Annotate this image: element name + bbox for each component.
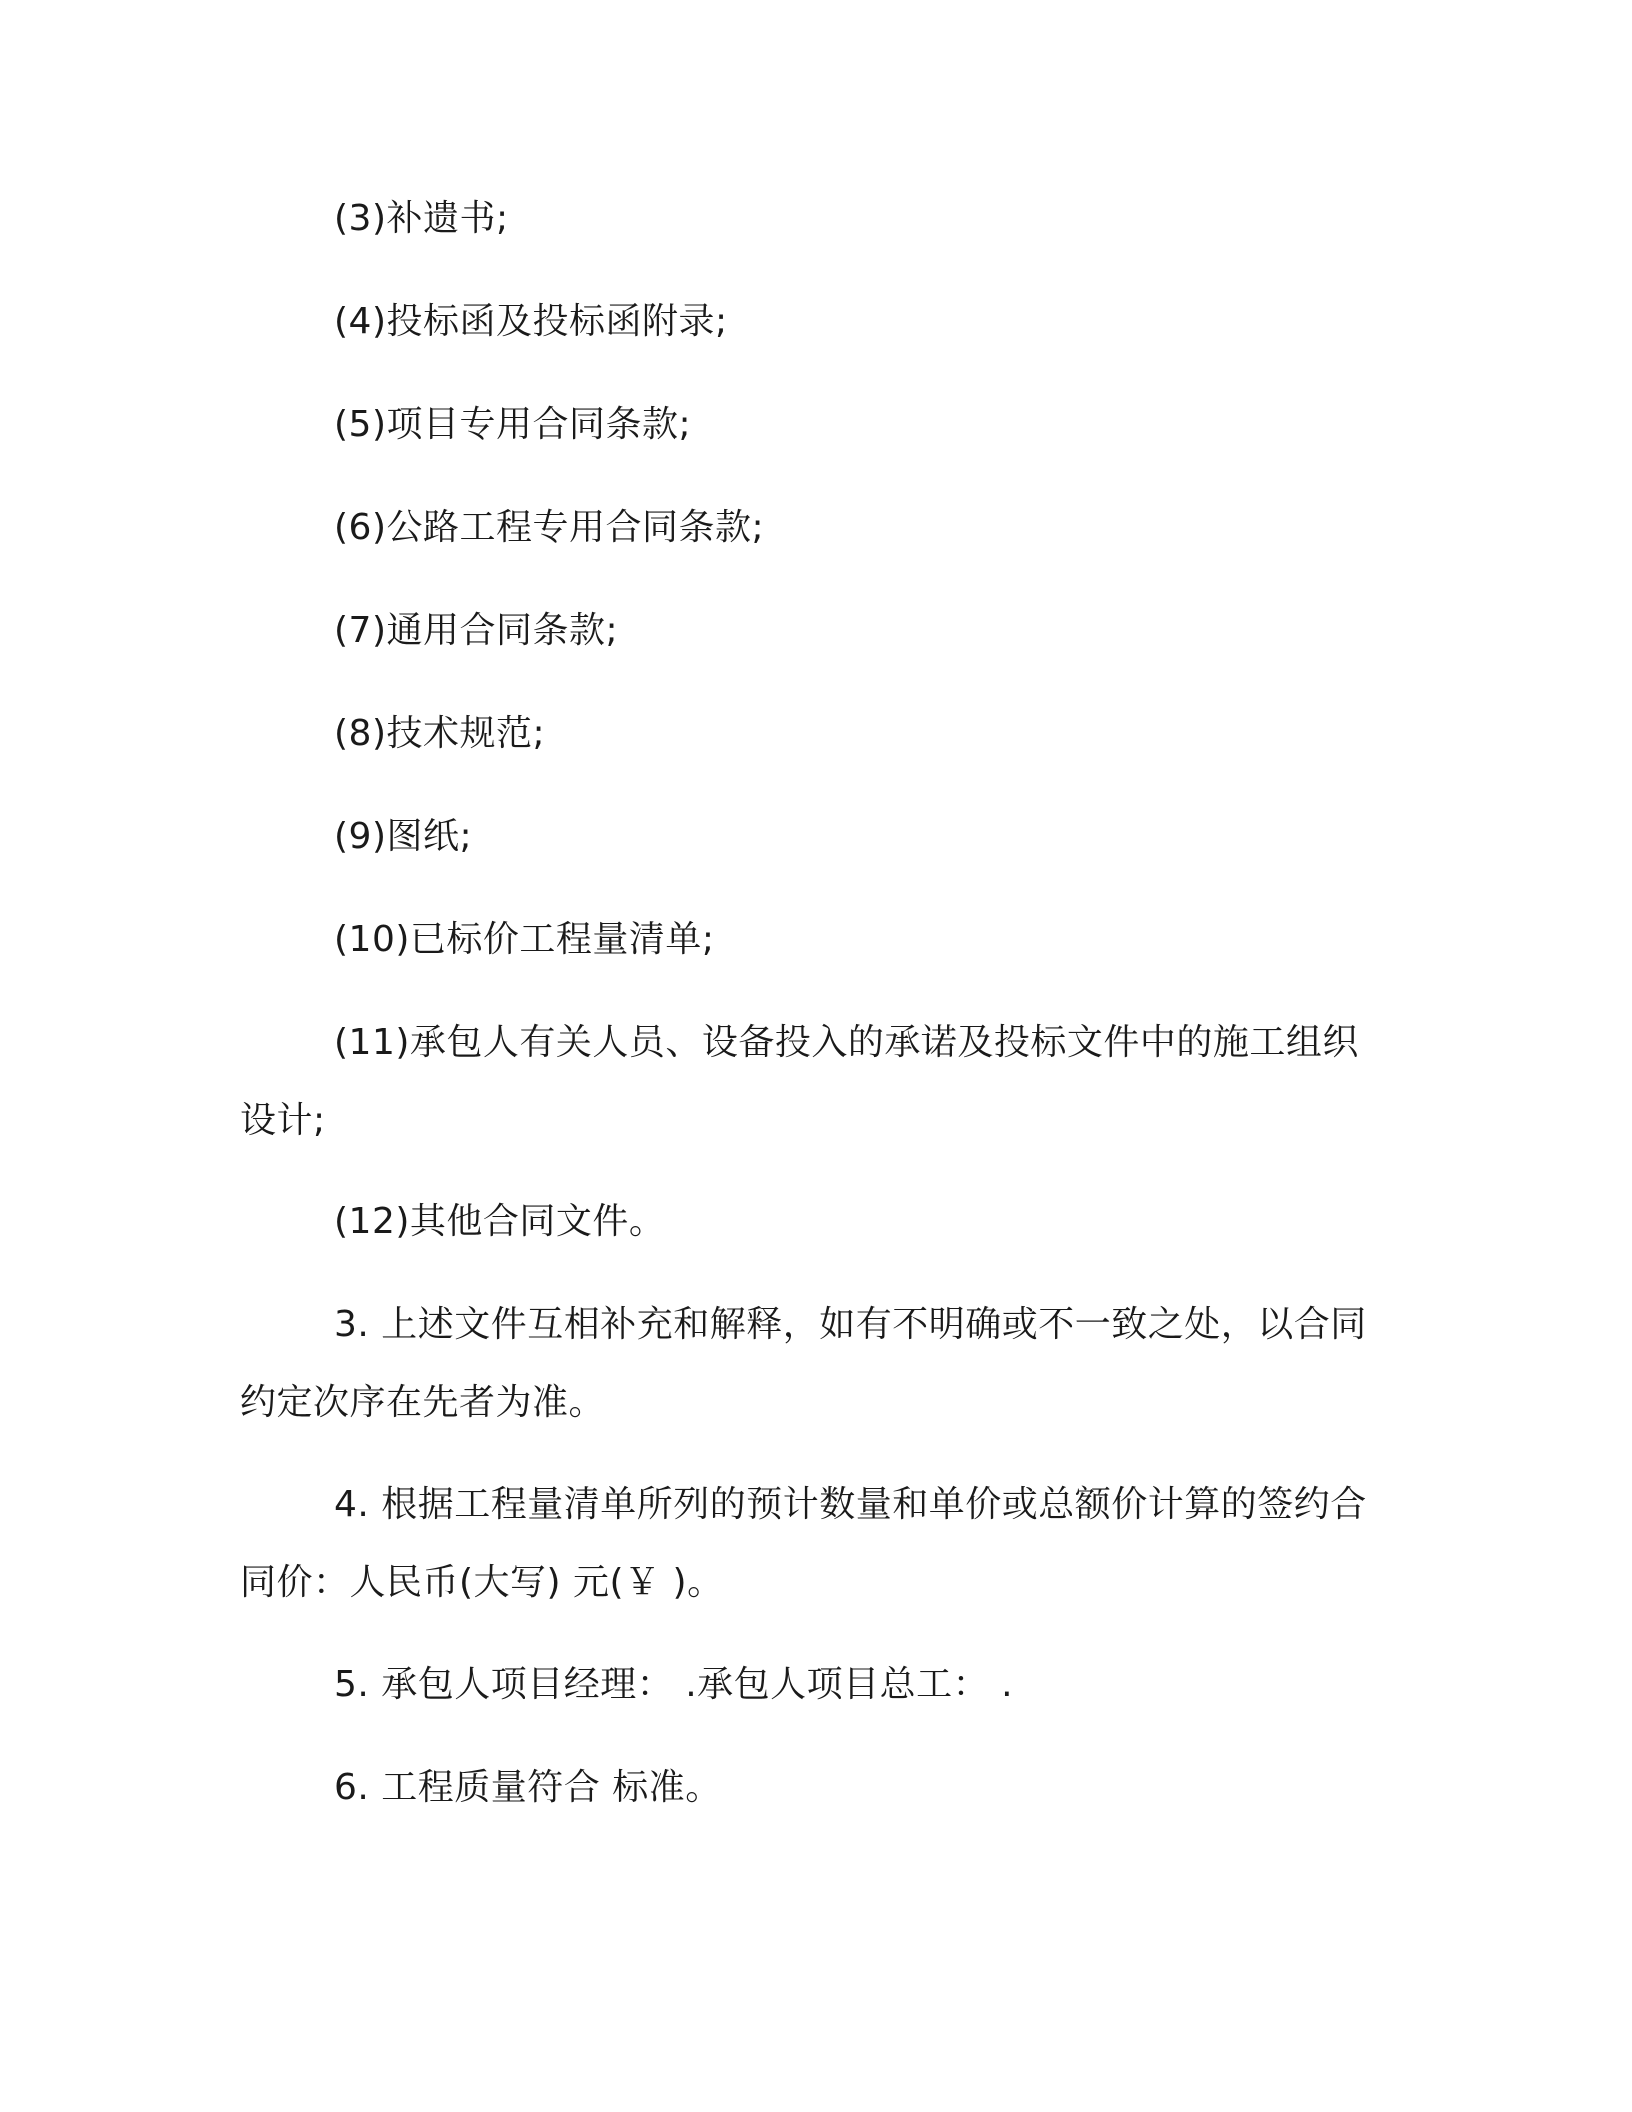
list-item-8: (8)技术规范;: [334, 713, 546, 754]
clause-4: 4. 根据工程量清单所列的预计数量和单价或总额价计算的签约合同价：人民币(大写) 元(￥ )。: [240, 1484, 1367, 1603]
list-item-10: (10)已标价工程量清单;: [334, 919, 715, 960]
list-item-12: (12)其他合同文件。: [334, 1201, 666, 1242]
list-item-7: (7)通用合同条款;: [334, 610, 619, 651]
list-item-3: (3)补遗书;: [334, 198, 509, 239]
clause-6: 6. 工程质量符合 标准。: [334, 1767, 722, 1808]
list-item-9: (9)图纸;: [334, 816, 473, 857]
list-item-4: (4)投标函及投标函附录;: [334, 301, 728, 342]
clause-3: 3. 上述文件互相补充和解释，如有不明确或不一致之处，以合同约定次序在先者为准。: [240, 1304, 1367, 1423]
list-item-6: (6)公路工程专用合同条款;: [334, 507, 765, 548]
clause-5: 5. 承包人项目经理： .承包人项目总工： .: [334, 1664, 1014, 1705]
list-item-11: (11)承包人有关人员、设备投入的承诺及投标文件中的施工组织设计;: [240, 1022, 1359, 1141]
list-item-5: (5)项目专用合同条款;: [334, 404, 692, 445]
